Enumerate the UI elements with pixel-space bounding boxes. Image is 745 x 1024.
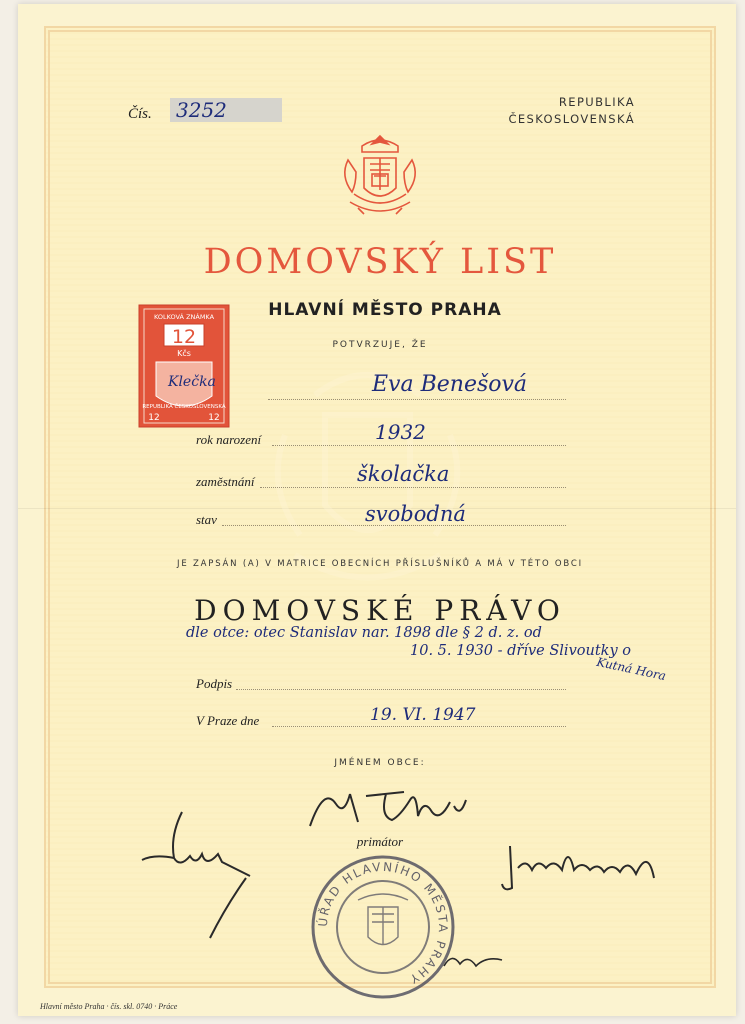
confirms-text: POTVRZUJE, ŽE: [332, 340, 428, 350]
handwritten-note-line2: 10. 5. 1930 - dříve Slivoutky o: [410, 643, 631, 659]
domicile-right-heading: DOMOVSKÉ PRÁVO: [194, 594, 566, 627]
stamp-corner-value-right: 12: [208, 413, 220, 423]
date-label: V Praze dne: [196, 713, 260, 728]
status-label: stav: [196, 512, 217, 527]
stamp-value: 12: [171, 326, 197, 348]
registered-text: JE ZAPSÁN (A) V MATRICE OBECNÍCH PŘÍSLUŠNÍKŮ A MÁ V TÉTO OBCI: [177, 559, 583, 569]
stamp-cancellation: Klečka: [168, 374, 216, 390]
left-signature: [130, 806, 270, 946]
stamp-top-text: KOLKOVÁ ZNÁMKA: [153, 313, 215, 321]
occupation-label: zaměstnání: [196, 474, 255, 489]
republic-line2: ČESKOSLOVENSKÁ: [508, 112, 635, 126]
signature-line: [236, 688, 566, 690]
birth-year-line: [272, 444, 566, 446]
republic-heading: [505, 94, 635, 128]
name-value: Eva Benešová: [372, 372, 528, 397]
document-title: DOMOVSKÝ LIST: [203, 242, 557, 282]
occupation-value: školačka: [357, 462, 450, 486]
mayor-signature: [300, 776, 470, 836]
mayor-label: primátor: [356, 834, 404, 849]
footer-print-info: Hlavní město Praha · čís. skl. 0740 · Práce: [40, 1002, 178, 1011]
city-seal-stamp: [308, 852, 458, 1002]
birth-year-label: rok narození: [196, 432, 262, 447]
right-signature: [498, 828, 668, 898]
stamp-currency: Kčs: [177, 349, 191, 358]
stamp-bottom-text: REPUBLIKA ČESKOSLOVENSKÁ: [142, 404, 226, 410]
in-name-of-text: JMÉNEM OBCE:: [334, 758, 426, 768]
occupation-line: [260, 486, 566, 488]
stamp-corner-value: 12: [148, 413, 160, 423]
date-line: [272, 725, 566, 727]
small-signature-mark: [438, 946, 508, 976]
revenue-stamp: [138, 304, 230, 428]
handwritten-note-line1: dle otce: otec Stanislav nar. 1898 dle § 2 d. z. od: [186, 625, 542, 641]
number-label: Čís.: [128, 106, 152, 122]
birth-year-value: 1932: [375, 420, 426, 444]
number-value: 3252: [176, 98, 227, 122]
name-line: [268, 398, 566, 400]
signature-label: Podpis: [196, 676, 233, 691]
status-value: svobodná: [365, 502, 466, 526]
handwritten-note-line3: Kutná Hora: [595, 654, 668, 684]
seal-ring-text: ÚŘAD HLAVNÍHO MĚSTA PRAHY: [315, 859, 451, 988]
city-subtitle: HLAVNÍ MĚSTO PRAHA: [268, 300, 502, 320]
date-value: 19. VI. 1947: [370, 705, 476, 725]
republic-line1: REPUBLIKA: [558, 95, 635, 109]
prague-coat-of-arms-icon: [334, 130, 426, 222]
